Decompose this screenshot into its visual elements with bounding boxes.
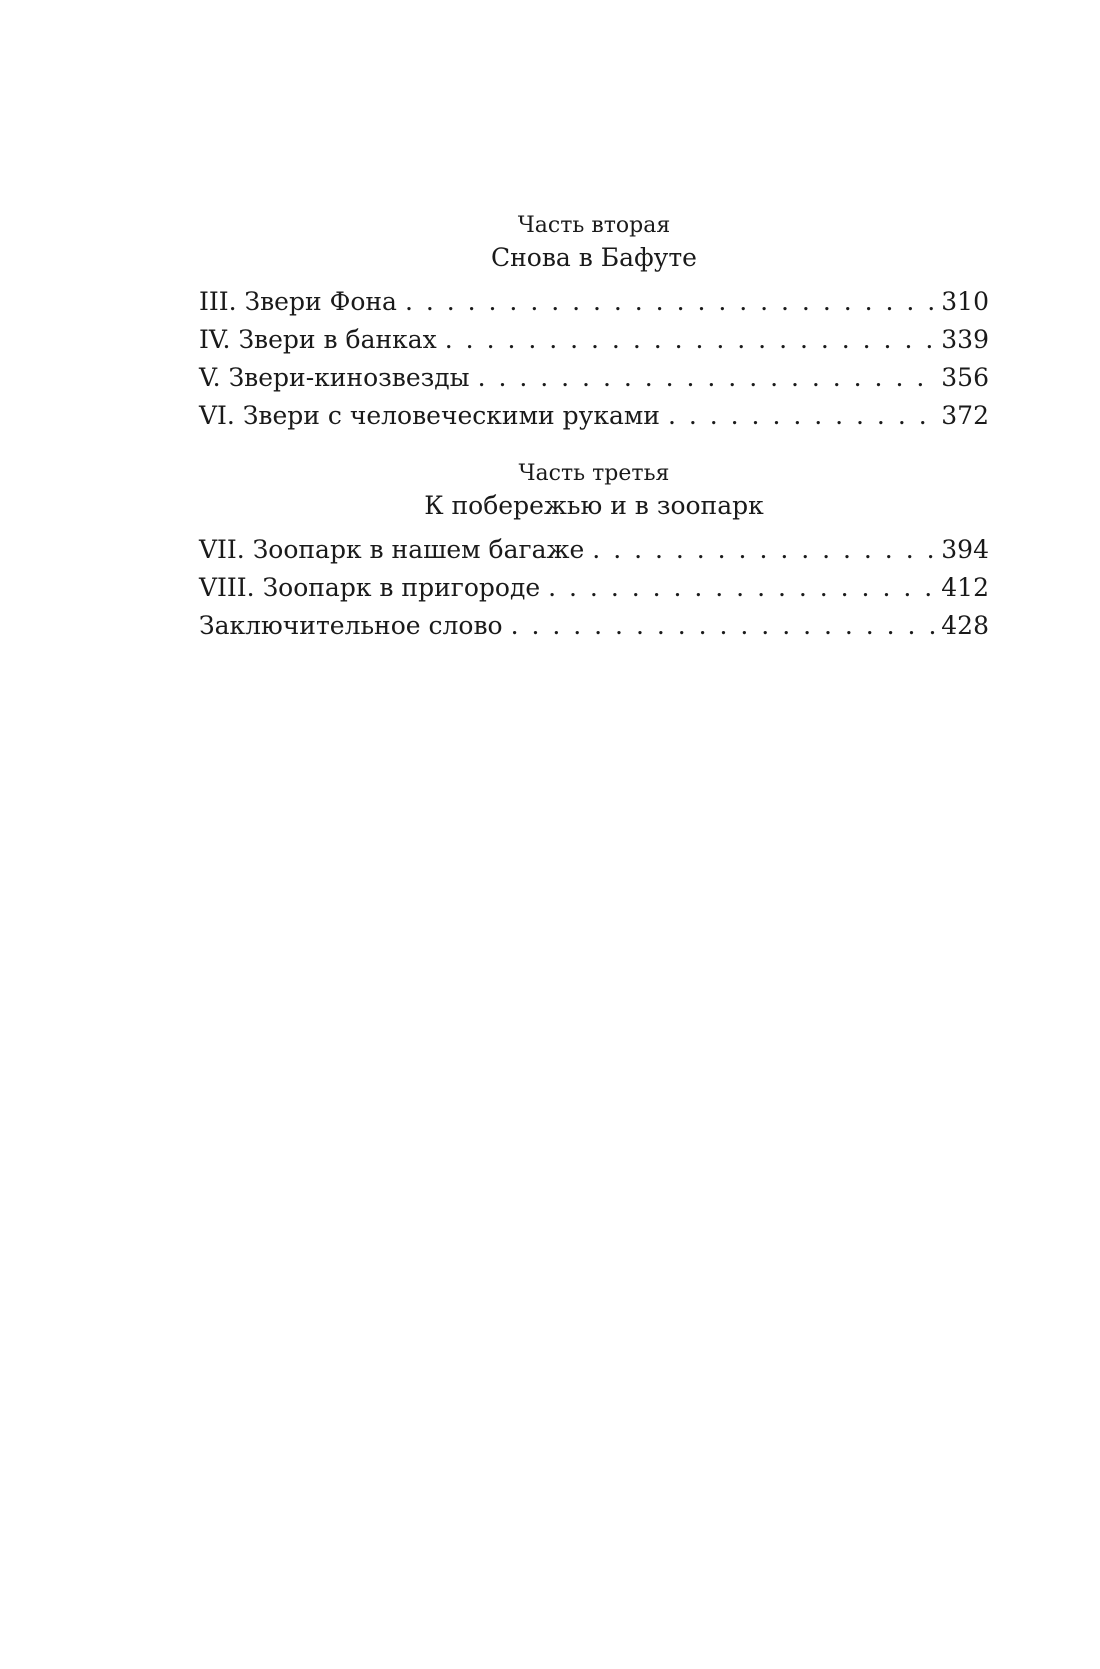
toc-entry: [199, 607, 989, 645]
toc-entry: [199, 397, 989, 435]
toc-entry-title: VI. Звери с человеческими руками: [199, 401, 660, 430]
toc-entry-title: III. Звери Фона: [199, 287, 397, 316]
toc-entry-page: 310: [941, 287, 989, 316]
part-heading: [199, 211, 989, 275]
dot-leader: [445, 321, 938, 359]
part-label: Часть вторая: [517, 213, 671, 238]
toc-entry-page: 428: [941, 611, 989, 640]
toc-entry-title: VIII. Зоопарк в пригороде: [199, 573, 541, 602]
toc-entry: [199, 569, 989, 607]
dot-leader: [405, 283, 937, 321]
part-title: Снова в Бафуте: [491, 243, 697, 272]
toc-entries: [199, 531, 989, 645]
table-of-contents: [199, 211, 989, 645]
toc-entry: [199, 531, 989, 569]
part-title: К побережью и в зоопарк: [424, 491, 764, 520]
toc-entry-page: 372: [941, 401, 989, 430]
toc-entry: [199, 359, 989, 397]
dot-leader: [511, 607, 938, 645]
toc-entry-page: 356: [941, 363, 989, 392]
dot-leader: [548, 569, 937, 607]
toc-entry-page: 394: [941, 535, 989, 564]
dot-leader: [668, 397, 937, 435]
toc-entry-title: IV. Звери в банках: [199, 325, 437, 354]
toc-entries: [199, 283, 989, 435]
toc-entry-title: V. Звери-кинозвезды: [199, 363, 470, 392]
toc-entry-page: 339: [941, 325, 989, 354]
dot-leader: [478, 359, 938, 397]
toc-entry: [199, 321, 989, 359]
toc-entry-title: VII. Зоопарк в нашем багаже: [199, 535, 585, 564]
toc-entry: [199, 283, 989, 321]
section-gap: [199, 435, 989, 459]
toc-entry-title: Заключительное слово: [199, 611, 503, 640]
toc-entry-page: 412: [941, 573, 989, 602]
part-label: Часть третья: [518, 461, 670, 486]
part-heading: [199, 459, 989, 523]
dot-leader: [592, 531, 937, 569]
